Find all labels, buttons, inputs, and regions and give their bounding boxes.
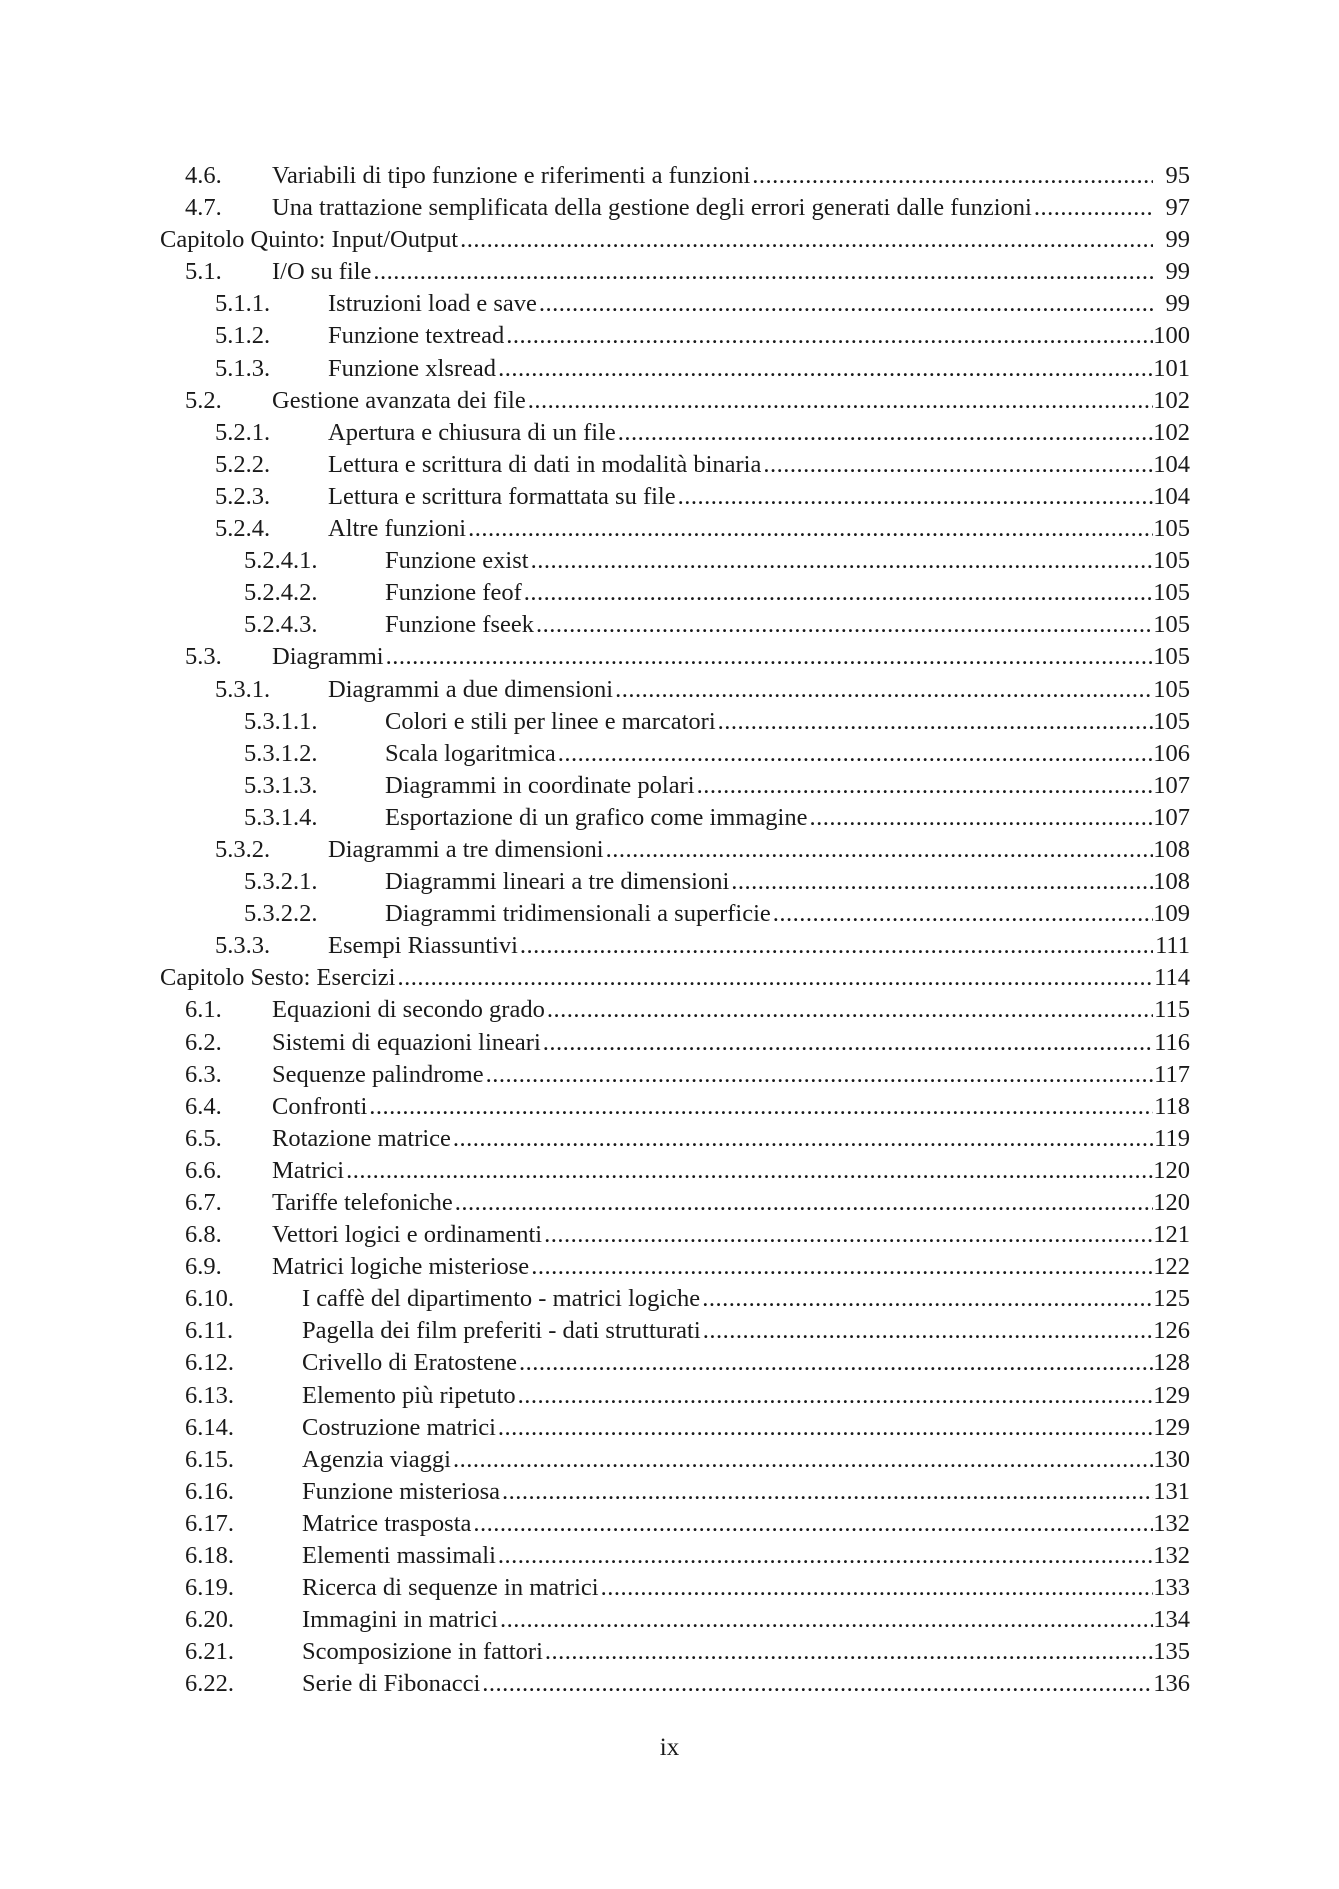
toc-entry-title: Agenzia viaggi: [302, 1445, 451, 1473]
toc-entry-title: Diagrammi: [272, 643, 384, 671]
dot-leader: [486, 1059, 1153, 1091]
toc-entry-leader-row: [385, 770, 1153, 802]
dot-leader: [386, 641, 1153, 673]
toc-entry-page: 104: [1153, 450, 1190, 478]
toc-entry: [0, 385, 1339, 417]
toc-entry-leader-row: [302, 1315, 1153, 1347]
toc-entry-number: 6.20.: [185, 1606, 234, 1634]
toc-entry-page: 131: [1153, 1477, 1190, 1505]
toc-entry-number: 5.2.4.2.: [244, 579, 318, 607]
toc-entry-leader-row: [328, 353, 1153, 385]
toc-entry-title: Crivello di Eratostene: [302, 1349, 517, 1377]
dot-leader: [498, 1412, 1153, 1444]
toc-entry-page: 129: [1153, 1381, 1190, 1409]
toc-entry-page: 106: [1153, 739, 1190, 767]
dot-leader: [346, 1155, 1153, 1187]
toc-entry-leader-row: [302, 1572, 1153, 1604]
toc-entry-number: 6.17.: [185, 1509, 234, 1537]
toc-entry-title: Costruzione matrici: [302, 1413, 496, 1441]
toc-entry-leader-row: [272, 641, 1153, 673]
toc-entry-number: 6.14.: [185, 1413, 234, 1441]
dot-leader: [369, 1091, 1153, 1123]
toc-entry-number: 5.1.2.: [215, 322, 271, 350]
dot-leader: [697, 770, 1153, 802]
dot-leader: [453, 1444, 1153, 1476]
dot-leader: [524, 577, 1153, 609]
toc-entry-title: I/O su file: [272, 258, 372, 286]
toc-entry-title: Apertura e chiusura di un file: [328, 418, 616, 446]
toc-entry-title: Istruzioni load e save: [328, 290, 537, 318]
toc-entry-title: Diagrammi a due dimensioni: [328, 675, 614, 703]
toc-entry-leader-row: [385, 898, 1153, 930]
toc-entry-page: 119: [1154, 1124, 1190, 1152]
dot-leader: [539, 288, 1153, 320]
toc-entry-number: 6.2.: [185, 1028, 222, 1056]
toc-entry-title: Equazioni di secondo grado: [272, 996, 545, 1024]
toc-entry-page: 129: [1153, 1413, 1190, 1441]
toc-entry-page: 126: [1153, 1317, 1190, 1345]
toc-entry-page: 130: [1153, 1445, 1190, 1473]
dot-leader: [397, 962, 1153, 994]
toc-entry: [0, 577, 1339, 609]
dot-leader: [502, 1476, 1153, 1508]
toc-entry-leader-row: [302, 1347, 1153, 1379]
toc-entry-number: 5.3.: [185, 643, 222, 671]
toc-entry-number: 5.3.2.1.: [244, 868, 318, 896]
toc-entry-leader-row: [328, 481, 1153, 513]
toc-entry-number: 5.3.1.1.: [244, 707, 318, 735]
toc-entry-title: Elementi massimali: [302, 1542, 496, 1570]
toc-entry-leader-row: [385, 706, 1153, 738]
toc-entry-number: 6.7.: [185, 1189, 222, 1216]
toc-entry-title: Diagrammi lineari a tre dimensioni: [385, 868, 730, 896]
toc-entry-title: Elemento più ripetuto: [302, 1381, 516, 1409]
toc-entry-number: 6.21.: [185, 1638, 234, 1666]
toc-entry-title: Diagrammi a tre dimensioni: [328, 835, 604, 863]
toc-entry: [0, 1219, 1339, 1251]
toc-entry-leader-row: [302, 1283, 1153, 1315]
toc-entry-leader-row: [328, 930, 1153, 962]
toc-entry-leader-row: [160, 962, 1153, 994]
toc-entry-page: 105: [1153, 579, 1190, 607]
toc-entry-leader-row: [160, 224, 1153, 256]
dot-leader: [498, 353, 1153, 385]
toc-entry-number: 6.5.: [185, 1124, 222, 1152]
toc-entry-leader-row: [272, 1123, 1153, 1155]
toc-entry-page: 115: [1154, 996, 1190, 1024]
toc-entry: [0, 1091, 1339, 1123]
toc-entry: [0, 1476, 1339, 1508]
toc-entry-number: 5.3.3.: [215, 932, 271, 960]
toc-entry-title: Matrici logiche misteriose: [272, 1253, 530, 1281]
toc-entry-leader-row: [272, 1187, 1153, 1219]
toc-entry-leader-row: [328, 449, 1153, 481]
toc-entry: [0, 1380, 1339, 1412]
toc-entry-leader-row: [328, 288, 1153, 320]
toc-entry: [0, 449, 1339, 481]
toc-entry-number: 6.22.: [185, 1670, 234, 1698]
toc-entry-title: Lettura e scrittura formattata su file: [328, 482, 676, 510]
toc-entry: [0, 1636, 1339, 1668]
toc-entry-page: 104: [1153, 482, 1190, 510]
toc-entry: [0, 641, 1339, 673]
toc-entry-title: Diagrammi tridimensionali a superficie: [385, 900, 771, 928]
toc-entry-title: Pagella dei film preferiti - dati strutturati: [302, 1317, 701, 1345]
dot-leader: [528, 385, 1153, 417]
toc-entry-title: Variabili di tipo funzione e riferimenti a funzioni: [272, 162, 751, 189]
toc-entry-leader-row: [272, 256, 1153, 288]
toc-entry-page: 99: [1165, 258, 1190, 286]
toc-entry-leader-row: [385, 577, 1153, 609]
toc-entry-number: 5.3.1.3.: [244, 771, 318, 799]
toc-entry-number: 5.1.3.: [215, 354, 271, 382]
dot-leader: [520, 930, 1153, 962]
toc-entry: [0, 770, 1339, 802]
toc-entry-page: 120: [1153, 1189, 1190, 1216]
toc-entry: [0, 1187, 1339, 1219]
toc-entry: [0, 192, 1339, 224]
dot-leader: [545, 1636, 1153, 1668]
toc-entry-title: Capitolo Sesto: Esercizi: [160, 964, 396, 992]
toc-entry: [0, 1540, 1339, 1572]
toc-entry-title: Matrici: [272, 1156, 345, 1184]
toc-entry-leader-row: [272, 1219, 1153, 1251]
toc-entry-leader-row: [328, 513, 1153, 545]
toc-entry-number: 5.3.2.: [215, 835, 271, 863]
toc-entry: [0, 1604, 1339, 1636]
toc-entry-page: 95: [1165, 162, 1190, 189]
toc-entry-page: 125: [1153, 1285, 1190, 1313]
toc-entry-title: Funzione fseek: [385, 611, 534, 639]
toc-entry: [0, 674, 1339, 706]
toc-entry-leader-row: [302, 1636, 1153, 1668]
toc-entry-title: Capitolo Quinto: Input/Output: [160, 226, 459, 254]
toc-entry-page: 136: [1153, 1670, 1190, 1698]
toc-entry-page: 128: [1153, 1349, 1190, 1377]
dot-leader: [498, 1540, 1153, 1572]
toc-entry-page: 102: [1153, 418, 1190, 446]
toc-entry-page: 99: [1165, 226, 1190, 254]
dot-leader: [752, 160, 1153, 192]
toc-entry-number: 5.2.2.: [215, 450, 271, 478]
page-number: ix: [659, 1734, 680, 1761]
toc-entry: [0, 834, 1339, 866]
dot-leader: [544, 1219, 1153, 1251]
toc-entry-page: 108: [1153, 835, 1190, 863]
toc-entry-number: 5.3.2.2.: [244, 900, 318, 928]
toc-entry-title: Lettura e scrittura di dati in modalità binaria: [328, 450, 762, 478]
toc-entry: [0, 866, 1339, 898]
toc-entry-page: 100: [1153, 322, 1190, 350]
toc-entry-leader-row: [385, 802, 1153, 834]
toc-entry-leader-row: [272, 385, 1153, 417]
toc-entry-title: Sistemi di equazioni lineari: [272, 1028, 541, 1056]
toc-entry-page: 114: [1154, 964, 1190, 992]
toc-entry-number: 6.18.: [185, 1542, 234, 1570]
dot-leader: [702, 1283, 1153, 1315]
toc-entry-page: 99: [1165, 290, 1190, 318]
dot-leader: [536, 609, 1153, 641]
toc-entry: [0, 898, 1339, 930]
dot-leader: [773, 898, 1153, 930]
dot-leader: [1034, 192, 1153, 224]
toc-entry-title: Tariffe telefoniche: [272, 1189, 453, 1216]
toc-entry: [0, 288, 1339, 320]
dot-leader: [547, 994, 1153, 1026]
toc-entry-number: 5.2.1.: [215, 418, 271, 446]
toc-entry-page: 101: [1153, 354, 1190, 382]
toc-entry-number: 6.15.: [185, 1445, 234, 1473]
toc-entry-title: Gestione avanzata dei file: [272, 386, 526, 414]
toc-entry-number: 6.11.: [185, 1317, 234, 1345]
toc-entry-leader-row: [385, 866, 1153, 898]
dot-leader: [763, 449, 1153, 481]
toc-entry-number: 5.2.4.1.: [244, 547, 318, 575]
toc-entry-number: 6.19.: [185, 1574, 234, 1602]
toc-entry-page: 132: [1153, 1509, 1190, 1537]
toc-entry-page: 105: [1153, 675, 1190, 703]
toc-entry-page: 133: [1153, 1574, 1190, 1602]
toc-entry-page: 108: [1153, 868, 1190, 896]
toc-entry-leader-row: [302, 1476, 1153, 1508]
toc-entry-number: 6.16.: [185, 1477, 234, 1505]
dot-leader: [543, 1027, 1153, 1059]
toc-entry-title: Serie di Fibonacci: [302, 1670, 481, 1698]
toc-entry-page: 109: [1153, 900, 1190, 928]
toc-entry-number: 6.8.: [185, 1221, 222, 1249]
dot-leader: [453, 1123, 1153, 1155]
toc-entry-title: Funzione textread: [328, 322, 505, 350]
toc-entry-number: 5.2.4.: [215, 515, 271, 543]
dot-leader: [506, 320, 1153, 352]
toc-entry-page: 117: [1154, 1060, 1190, 1088]
toc-entry-number: 5.3.1.2.: [244, 739, 318, 767]
dot-leader: [606, 834, 1153, 866]
toc-entry-page: 111: [1155, 932, 1190, 960]
dot-leader: [473, 1508, 1153, 1540]
toc-entry: [0, 160, 1339, 192]
toc-entry-leader-row: [328, 834, 1153, 866]
toc-chapter-entry: [0, 962, 1339, 994]
dot-leader: [558, 738, 1153, 770]
dot-leader: [518, 1380, 1153, 1412]
toc-chapter-entry: [0, 224, 1339, 256]
dot-leader: [460, 224, 1153, 256]
toc-entry: [0, 1572, 1339, 1604]
toc-entry-page: 135: [1153, 1638, 1190, 1666]
dot-leader: [531, 545, 1153, 577]
toc-entry: [0, 513, 1339, 545]
toc-entry: [0, 256, 1339, 288]
toc-entry-number: 6.12.: [185, 1349, 234, 1377]
toc-entry-title: Funzione exist: [385, 547, 529, 575]
toc-entry-leader-row: [302, 1412, 1153, 1444]
toc-entry-leader-row: [272, 1155, 1153, 1187]
toc-entry-title: Esempi Riassuntivi: [328, 932, 518, 960]
toc-entry-page: 105: [1153, 643, 1190, 671]
toc-entry-title: Confronti: [272, 1092, 368, 1120]
toc-entry-page: 105: [1153, 707, 1190, 735]
toc-entry-page: 105: [1153, 611, 1190, 639]
toc-entry-leader-row: [385, 738, 1153, 770]
toc-entry-leader-row: [302, 1444, 1153, 1476]
dot-leader: [531, 1251, 1153, 1283]
toc-entry-number: 5.1.1.: [215, 290, 271, 318]
toc-entry-title: Altre funzioni: [328, 515, 467, 543]
toc-entry-leader-row: [328, 674, 1153, 706]
toc-entry-title: Diagrammi in coordinate polari: [385, 771, 695, 799]
toc-entry-title: Rotazione matrice: [272, 1124, 451, 1152]
toc-entry-page: 107: [1153, 771, 1190, 799]
table-of-contents: [0, 160, 1339, 1701]
toc-entry-number: 5.1.: [185, 258, 222, 286]
toc-entry-leader-row: [302, 1508, 1153, 1540]
toc-entry-number: 4.6.: [185, 162, 222, 189]
toc-entry-leader-row: [272, 1251, 1153, 1283]
toc-entry-number: 6.3.: [185, 1060, 222, 1088]
toc-entry: [0, 1123, 1339, 1155]
toc-entry-number: 5.3.1.: [215, 675, 271, 703]
toc-entry-page: 120: [1153, 1156, 1190, 1184]
toc-entry-leader-row: [272, 1059, 1153, 1091]
toc-entry-leader-row: [302, 1380, 1153, 1412]
toc-entry-title: Ricerca di sequenze in matrici: [302, 1574, 599, 1602]
toc-entry-title: Scomposizione in fattori: [302, 1638, 543, 1666]
toc-entry-title: Funzione misteriosa: [302, 1477, 501, 1505]
toc-entry-title: Matrice trasposta: [302, 1509, 472, 1537]
toc-entry-number: 6.13.: [185, 1381, 234, 1409]
toc-entry-title: Funzione xlsread: [328, 354, 497, 382]
toc-entry: [0, 1315, 1339, 1347]
dot-leader: [731, 866, 1153, 898]
toc-entry-title: Una trattazione semplificata della gestione degli errori generati dalle funzioni: [272, 194, 1032, 222]
dot-leader: [482, 1668, 1153, 1700]
toc-entry-page: 105: [1153, 515, 1190, 543]
toc-entry-page: 118: [1154, 1092, 1190, 1120]
toc-entry-number: 6.6.: [185, 1156, 222, 1184]
toc-entry-leader-row: [385, 545, 1153, 577]
toc-entry: [0, 1412, 1339, 1444]
dot-leader: [618, 417, 1153, 449]
dot-leader: [601, 1572, 1153, 1604]
dot-leader: [373, 256, 1153, 288]
toc-entry-leader-row: [272, 160, 1153, 192]
toc-entry-page: 134: [1153, 1606, 1190, 1634]
toc-entry: [0, 1444, 1339, 1476]
toc-entry-number: 5.2.4.3.: [244, 611, 318, 639]
dot-leader: [519, 1347, 1153, 1379]
toc-entry: [0, 1059, 1339, 1091]
toc-entry: [0, 1508, 1339, 1540]
toc-entry-page: 121: [1153, 1221, 1190, 1249]
toc-entry-page: 116: [1154, 1028, 1190, 1056]
toc-entry: [0, 417, 1339, 449]
toc-entry-title: Esportazione di un grafico come immagine: [385, 803, 808, 831]
toc-entry-page: 97: [1165, 194, 1190, 222]
toc-entry-number: 5.2.: [185, 386, 222, 414]
dot-leader: [678, 481, 1153, 513]
toc-entry: [0, 353, 1339, 385]
toc-entry-number: 6.4.: [185, 1092, 222, 1120]
toc-entry: [0, 930, 1339, 962]
toc-entry: [0, 802, 1339, 834]
dot-leader: [809, 802, 1153, 834]
toc-entry-title: I caffè del dipartimento - matrici logiche: [302, 1285, 701, 1313]
toc-entry-page: 107: [1153, 803, 1190, 831]
toc-entry: [0, 706, 1339, 738]
toc-entry-title: Colori e stili per linee e marcatori: [385, 707, 716, 735]
toc-entry: [0, 320, 1339, 352]
dot-leader: [718, 706, 1153, 738]
dot-leader: [455, 1187, 1153, 1219]
toc-entry: [0, 1347, 1339, 1379]
toc-entry: [0, 481, 1339, 513]
dot-leader: [468, 513, 1153, 545]
toc-entry-leader-row: [302, 1604, 1153, 1636]
toc-entry: [0, 738, 1339, 770]
toc-entry-leader-row: [272, 1091, 1153, 1123]
toc-entry-leader-row: [328, 320, 1153, 352]
toc-entry-number: 6.1.: [185, 996, 222, 1024]
toc-entry-leader-row: [385, 609, 1153, 641]
toc-entry: [0, 609, 1339, 641]
dot-leader: [615, 674, 1153, 706]
toc-entry: [0, 1027, 1339, 1059]
toc-entry-title: Vettori logici e ordinamenti: [272, 1221, 543, 1249]
toc-entry-number: 5.2.3.: [215, 482, 271, 510]
toc-entry-page: 122: [1153, 1253, 1190, 1281]
toc-entry-page: 132: [1153, 1542, 1190, 1570]
toc-entry-leader-row: [328, 417, 1153, 449]
toc-entry: [0, 1283, 1339, 1315]
toc-entry: [0, 545, 1339, 577]
toc-entry-page: 102: [1153, 386, 1190, 414]
dot-leader: [703, 1315, 1153, 1347]
toc-entry-leader-row: [272, 994, 1153, 1026]
toc-entry-leader-row: [302, 1540, 1153, 1572]
dot-leader: [500, 1604, 1153, 1636]
toc-entry-page: 105: [1153, 547, 1190, 575]
toc-entry-title: Scala logaritmica: [385, 739, 556, 767]
toc-entry: [0, 994, 1339, 1026]
toc-entry-number: 5.3.1.4.: [244, 803, 318, 831]
toc-entry: [0, 1668, 1339, 1700]
toc-entry-title: Immagini in matrici: [302, 1606, 498, 1634]
toc-entry-number: 6.10.: [185, 1285, 234, 1313]
toc-entry-number: 6.9.: [185, 1253, 222, 1281]
toc-entry-title: Sequenze palindrome: [272, 1060, 484, 1088]
toc-entry-leader-row: [302, 1668, 1153, 1700]
toc-entry-leader-row: [272, 192, 1153, 224]
toc-entry-title: Funzione feof: [385, 579, 522, 607]
toc-entry-number: 4.7.: [185, 194, 222, 222]
toc-entry: [0, 1155, 1339, 1187]
toc-entry-leader-row: [272, 1027, 1153, 1059]
toc-entry: [0, 1251, 1339, 1283]
